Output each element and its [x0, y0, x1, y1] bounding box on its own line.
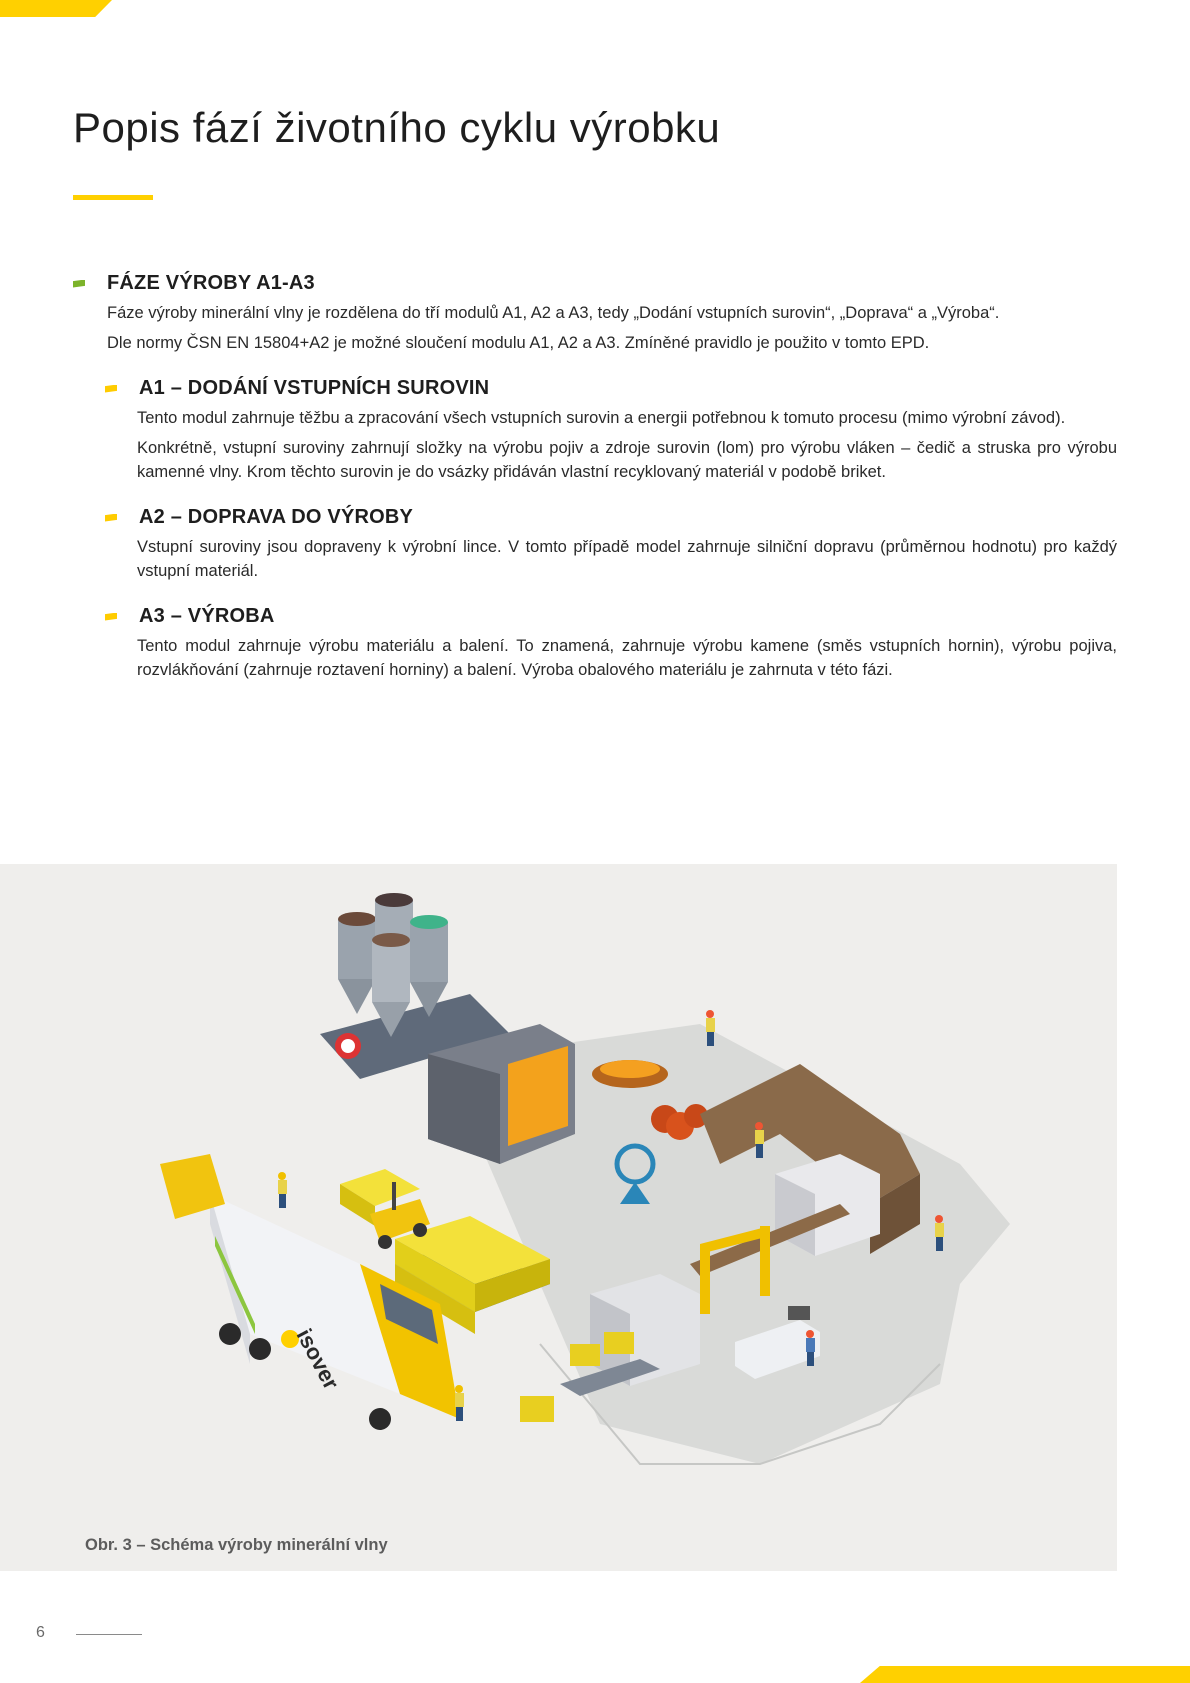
paragraph: Konkrétně, vstupní suroviny zahrnují složky na výrobu pojiv a zdroje surovin (lom) pro výrobu vláken – čedič a struska pro výrobu kamenné vlny. Krom těchto surovin je do vsázky přidáván vlastní recyklovaný materiál v podobě briket.: [137, 439, 1117, 481]
paragraph: Tento modul zahrnuje výrobu materiálu a balení. To znamená, zahrnuje výrobu kamene (směs vstupních hornin), výrobu pojiva, rozvlákňování (zahrnuje roztavení horniny) a balení. Výroba obalového materiálu je zahrnuta v této fázi.: [137, 637, 1117, 679]
bullet-flag-icon: [73, 280, 85, 288]
subsection-text: [137, 634, 1117, 682]
paragraph: Dle normy ČSN EN 15804+A2 je možné sloučení modulu A1, A2 a A3. Zmíněné pravidlo je použito v tomto EPD.: [107, 334, 930, 352]
paragraph: Fáze výroby minerální vlny je rozdělena do tří modulů A1, A2 a A3, tedy „Dodání vstupních surovin“, „Doprava“ a „Výroba“.: [107, 304, 1000, 322]
subsection-text: [137, 535, 1117, 583]
truck-brand-logo: isover: [291, 1324, 345, 1394]
section-production-phase: [73, 272, 1117, 682]
corner-accent-top: [0, 0, 112, 17]
bullet-flag-icon: [105, 385, 117, 393]
subsection-heading-row: [105, 377, 1117, 400]
subsection-heading: A1 – DODÁNÍ VSTUPNÍCH SUROVIN: [139, 377, 490, 399]
section-text: [107, 301, 1117, 355]
section-heading-row: [73, 272, 1117, 295]
subsection-heading-row: [105, 506, 1117, 529]
production-diagram-figure: [0, 864, 1117, 1571]
figure-caption: Obr. 3 – Schéma výroby minerální vlny: [85, 1536, 388, 1554]
bullet-flag-icon: [105, 613, 117, 621]
subsection-a3: [105, 605, 1117, 682]
subsection-a1: [105, 377, 1117, 484]
section-heading: FÁZE VÝROBY A1-A3: [107, 272, 315, 294]
page-number-rule: [76, 1634, 142, 1635]
page-number: 6: [36, 1624, 45, 1641]
paragraph: Vstupní suroviny jsou dopraveny k výrobní lince. V tomto případě model zahrnuje silniční dopravu (průměrnou hodnotu) pro každý vstupní materiál.: [137, 538, 1117, 580]
corner-accent-bottom: [860, 1666, 1190, 1683]
paragraph: Tento modul zahrnuje těžbu a zpracování všech vstupních surovin a energii potřebnou k tomuto procesu (mimo výrobní závod).: [137, 409, 1066, 427]
subsection-heading: A3 – VÝROBA: [139, 605, 275, 627]
factory-illustration: [0, 864, 1117, 1571]
subsection-a2: [105, 506, 1117, 583]
bullet-flag-icon: [105, 514, 117, 522]
page-title: Popis fází životního cyklu výrobku: [73, 104, 721, 151]
subsection-heading: A2 – DOPRAVA DO VÝROBY: [139, 506, 414, 528]
title-underline: [73, 195, 153, 200]
subsection-heading-row: [105, 605, 1117, 628]
isover-truck: [160, 1154, 460, 1430]
subsection-text: [137, 406, 1117, 484]
